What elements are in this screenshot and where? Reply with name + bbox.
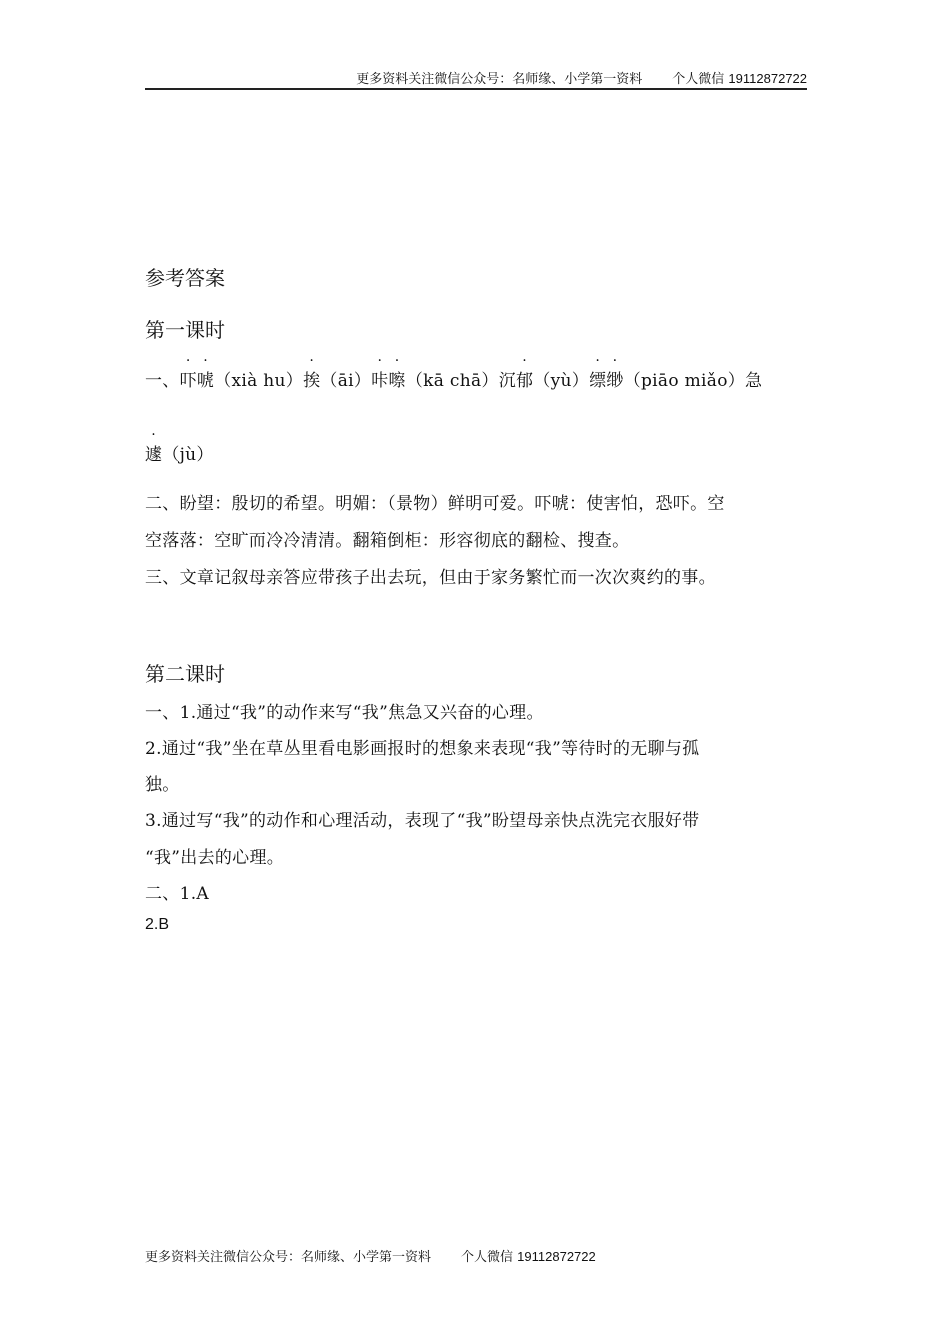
header-text bbox=[356, 68, 807, 87]
lesson2-a3-line1: 3.通过写“我”的动作和心理活动，表现了“我”盼望母亲快点洗完衣服好带 bbox=[145, 811, 700, 831]
pinyin: （xià hu） bbox=[214, 371, 304, 391]
header-account: 更多资料关注微信公众号：名师缘、小学第一资料 bbox=[356, 72, 643, 87]
footer-wechat-label: 个人微信 bbox=[461, 1250, 514, 1265]
lesson2-b2: 2.B bbox=[145, 916, 170, 933]
dotted-char: 咔 bbox=[371, 371, 389, 391]
lesson2-a3-line2: “我”出去的心理。 bbox=[145, 848, 285, 868]
q1-prefix: 一、 bbox=[145, 371, 180, 391]
dotted-char: 吓 bbox=[179, 371, 197, 391]
lesson2-a2-line1: 2.通过“我”坐在草丛里看电影画报时的想象来表现“我”等待时的无聊与孤 bbox=[145, 739, 700, 759]
footer-wechat-number: 19112872722 bbox=[517, 1249, 596, 1264]
dotted-char: 遽 bbox=[145, 445, 163, 465]
lesson1-q2-line1: 二、盼望：殷切的希望。明媚：（景物）鲜明可爱。吓唬：使害怕，恐吓。空 bbox=[145, 494, 725, 514]
lesson2-a2-line2: 独。 bbox=[145, 775, 180, 795]
dotted-char: 缥 bbox=[589, 371, 607, 391]
pinyin: （āi） bbox=[320, 371, 372, 391]
lesson1-q1-line2 bbox=[145, 440, 214, 465]
pinyin: （kā chā） bbox=[405, 371, 499, 391]
lesson1-q2-line2: 空落落：空旷而冷冷清清。翻箱倒柜：形容彻底的翻检、搜查。 bbox=[145, 531, 630, 551]
page-footer bbox=[145, 1246, 596, 1265]
dotted-char: 缈 bbox=[606, 371, 624, 391]
dotted-char: 唬 bbox=[196, 371, 215, 391]
dotted-char: 嚓 bbox=[388, 371, 406, 391]
lesson1-q1-line1 bbox=[145, 366, 762, 391]
header-wechat-label: 个人微信 bbox=[672, 72, 725, 87]
header-wechat-number: 19112872722 bbox=[728, 71, 807, 86]
dotted-char: 挨 bbox=[303, 371, 321, 391]
footer-account: 更多资料关注微信公众号：名师缘、小学第一资料 bbox=[145, 1250, 432, 1265]
tail-char: 急 bbox=[745, 371, 763, 391]
lesson2-b1: 二、1.A bbox=[145, 884, 209, 904]
pinyin: （jù） bbox=[162, 445, 214, 465]
doc-title: 参考答案 bbox=[145, 266, 225, 290]
pinyin: （piāo miǎo） bbox=[623, 371, 746, 391]
plain-char: 沉 bbox=[498, 371, 516, 391]
pinyin: （yù） bbox=[533, 371, 590, 391]
lesson1-q3: 三、文章记叙母亲答应带孩子出去玩，但由于家务繁忙而一次次爽约的事。 bbox=[145, 568, 716, 588]
page-header bbox=[145, 66, 807, 90]
lesson1-title: 第一课时 bbox=[145, 318, 225, 342]
dotted-char: 郁 bbox=[516, 371, 534, 391]
lesson2-title: 第二课时 bbox=[145, 662, 225, 686]
lesson2-a1: 一、1.通过“我”的动作来写“我”焦急又兴奋的心理。 bbox=[145, 703, 544, 723]
